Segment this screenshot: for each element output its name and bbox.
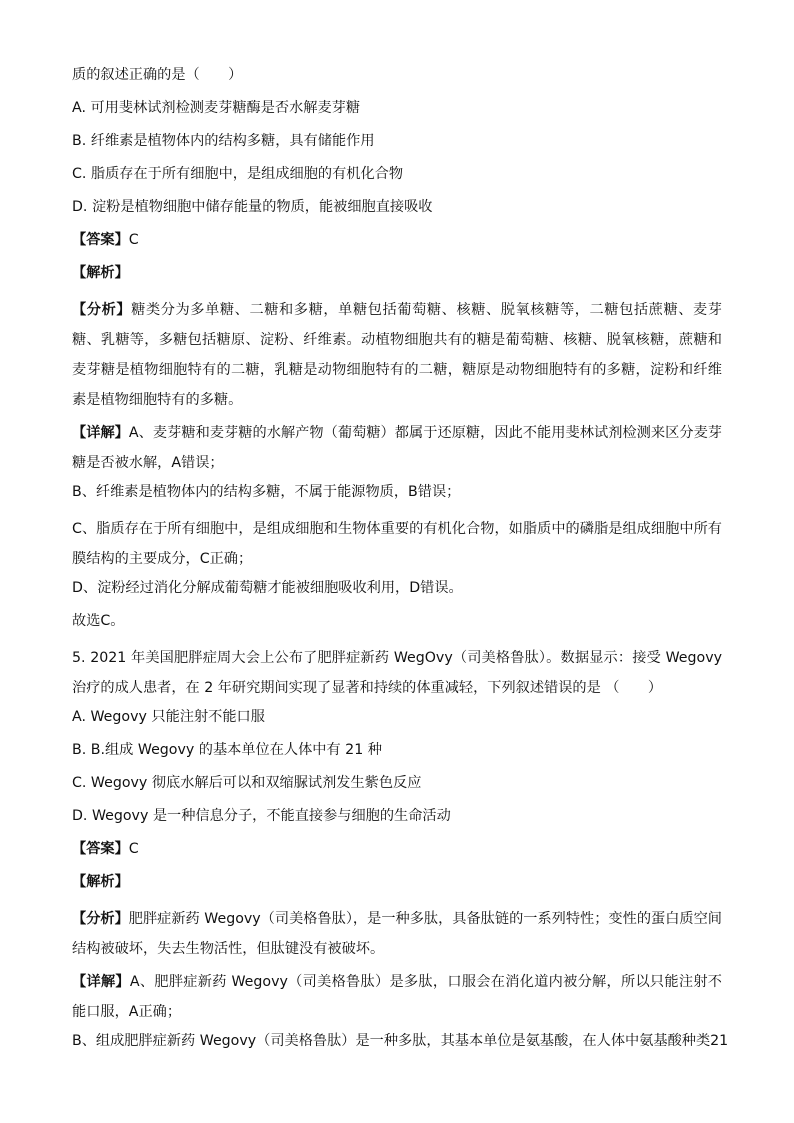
line-text: A. 可用斐林试剂检测麦芽糖酶是否水解麦芽糖 (72, 100, 361, 116)
line-text: A、肥胖症新药 Wegovy（司美格鲁肽）是多肽，口服会在消化道内被分解，所以只能注射不能口服，A正确； (72, 974, 722, 1020)
line-text: D. 淀粉是植物细胞中储存能量的物质，能被细胞直接吸收 (72, 199, 433, 215)
line-text: C (128, 841, 139, 857)
text-line (72, 229, 722, 251)
line-text: 故选C。 (72, 613, 125, 629)
line-text: D. Wegovy 是一种信息分子，不能直接参与细胞的生命活动 (72, 808, 451, 824)
line-text: A、麦芽糖和麦芽糖的水解产物（葡萄糖）都属于还原糖，因此不能用斐林试剂检测来区分麦芽糖是否被水解，A错误； (72, 425, 722, 471)
paragraph (72, 418, 722, 478)
line-text: D、淀粉经过消化分解成葡萄糖才能被细胞吸收利用，D错误。 (72, 580, 463, 596)
text-line (72, 577, 722, 599)
text-line (72, 163, 722, 185)
line-text: B、纤维素是植物体内的结构多糖，不属于能源物质，B错误； (72, 484, 461, 500)
text-line (72, 871, 722, 893)
text-line (72, 772, 722, 794)
line-text: 5. 2021 年美国肥胖症周大会上公布了肥胖症新药 WegOvy（司美格鲁肽）。数据显示：接受 Wegovy 治疗的成人患者，在 2 年研究期间实现了显著和持续的体重减轻，下列叙述错误的是 （ ） (72, 650, 722, 696)
paragraph (72, 514, 722, 574)
line-text: 糖类分为多单糖、二糖和多糖，单糖包括葡萄糖、核糖、脱氧核糖等，二糖包括蔗糖、麦芽糖、乳糖等，多糖包括糖原、淀粉、纤维素。动植物细胞共有的糖是葡萄糖、核糖、脱氧核糖，蔗糖和麦芽糖是植物细胞特有的二糖，乳糖是动物细胞特有的二糖，糖原是动物细胞特有的多糖，淀粉和纤维素是植物细胞特有的多糖。 (72, 302, 722, 408)
line-text: 质的叙述正确的是（ ） (72, 67, 243, 83)
section-tag: 【详解】 (72, 974, 130, 990)
paragraph (72, 967, 722, 1027)
text-line (72, 97, 722, 119)
text-line (72, 481, 722, 503)
text-line (72, 130, 722, 152)
text-line (72, 262, 722, 284)
paragraph (72, 643, 722, 703)
section-tag: 【分析】 (72, 302, 132, 318)
text-line (72, 610, 722, 632)
line-text: A. Wegovy 只能注射不能口服 (72, 709, 265, 725)
text-line (72, 805, 722, 827)
line-text: C、脂质存在于所有细胞中，是组成细胞和生物体重要的有机化合物，如脂质中的磷脂是组成细胞中所有膜结构的主要成分，C正确； (72, 521, 722, 567)
paragraph (72, 904, 722, 964)
line-text: B、组成肥胖症新药 Wegovy（司美格鲁肽）是一种多肽，其基本单位是氨基酸，在人体中氨基酸种类21 (72, 1033, 729, 1049)
text-line (72, 1030, 729, 1052)
section-tag: 【答案】 (72, 232, 129, 248)
document-page (72, 64, 729, 1063)
line-text: C (128, 232, 139, 248)
paragraph (72, 295, 722, 415)
section-tag: 【分析】 (72, 911, 129, 927)
text-line (72, 838, 722, 860)
text-line (72, 739, 722, 761)
text-line (72, 196, 722, 218)
section-tag: 【解析】 (72, 874, 129, 890)
line-text: 肥胖症新药 Wegovy（司美格鲁肽），是一种多肽，具备肽链的一系列特性；变性的蛋白质空间结构被破坏，失去生物活性，但肽键没有被破坏。 (72, 911, 722, 957)
text-line (72, 706, 722, 728)
text-line (72, 64, 722, 86)
line-text: C. Wegovy 彻底水解后可以和双缩脲试剂发生紫色反应 (72, 775, 422, 791)
line-text: C. 脂质存在于所有细胞中，是组成细胞的有机化合物 (72, 166, 404, 182)
section-tag: 【解析】 (72, 265, 129, 281)
line-text: B. B.组成 Wegovy 的基本单位在人体中有 21 种 (72, 742, 382, 758)
line-text: B. 纤维素是植物体内的结构多糖，具有储能作用 (72, 133, 375, 149)
section-tag: 【详解】 (72, 425, 129, 441)
section-tag: 【答案】 (72, 841, 129, 857)
